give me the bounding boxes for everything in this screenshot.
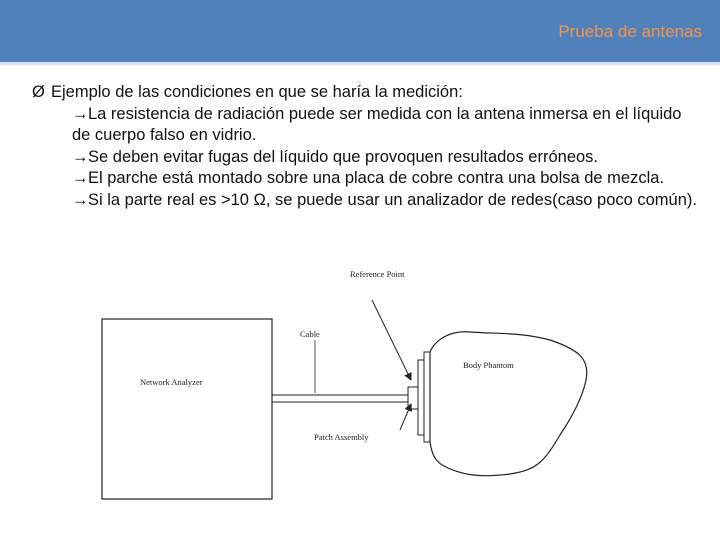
network-analyzer-label: Network Analyzer bbox=[140, 377, 203, 387]
right-arrow-icon: → bbox=[72, 147, 89, 166]
slide-body bbox=[32, 82, 700, 211]
patch-plate-inner bbox=[424, 352, 430, 442]
main-bullet bbox=[32, 82, 700, 104]
sub-bullet-item bbox=[72, 104, 700, 147]
header-divider bbox=[0, 62, 720, 65]
slide-title: Prueba de antenas bbox=[558, 22, 702, 41]
sub-bullet-text: Se deben evitar fugas del líquido que provoquen resultados erróneos. bbox=[88, 147, 599, 166]
sub-bullet-text: Si la parte real es >10 Ω, se puede usar un analizador de redes(caso poco común). bbox=[88, 190, 697, 209]
network-analyzer-box bbox=[102, 319, 272, 499]
patch-assembly-arrow bbox=[400, 404, 411, 430]
right-arrow-icon: → bbox=[72, 169, 89, 187]
sub-bullet-text: El parche está montado sobre una placa de cobre contra una bolsa de mezcla. bbox=[88, 169, 665, 187]
body-phantom-shape bbox=[430, 332, 587, 476]
patch-plate bbox=[418, 360, 424, 435]
connector-block bbox=[408, 387, 418, 409]
main-bullet-text: Ejemplo de las condiciones en que se haría la medición: bbox=[51, 83, 463, 101]
sub-bullet-item bbox=[72, 168, 700, 190]
cable-label: Cable bbox=[300, 329, 320, 339]
sub-bullet-item bbox=[72, 147, 700, 169]
reference-point-label: Reference Point bbox=[350, 269, 405, 279]
measurement-setup-diagram bbox=[90, 260, 590, 500]
sub-bullet-text: La resistencia de radiación puede ser medida con la antena inmersa en el líquido de cuerpo falso en vidrio. bbox=[72, 104, 682, 144]
patch-assembly-label: Patch Assembly bbox=[314, 432, 369, 442]
reference-point-arrow bbox=[372, 300, 411, 380]
body-phantom-label: Body Phantom bbox=[463, 360, 514, 370]
sub-bullet-item bbox=[72, 190, 700, 212]
right-arrow-icon: → bbox=[72, 190, 89, 209]
sub-bullet-list bbox=[32, 104, 700, 212]
bullet-arrow-icon: Ø bbox=[32, 83, 45, 101]
right-arrow-icon: → bbox=[72, 104, 89, 123]
